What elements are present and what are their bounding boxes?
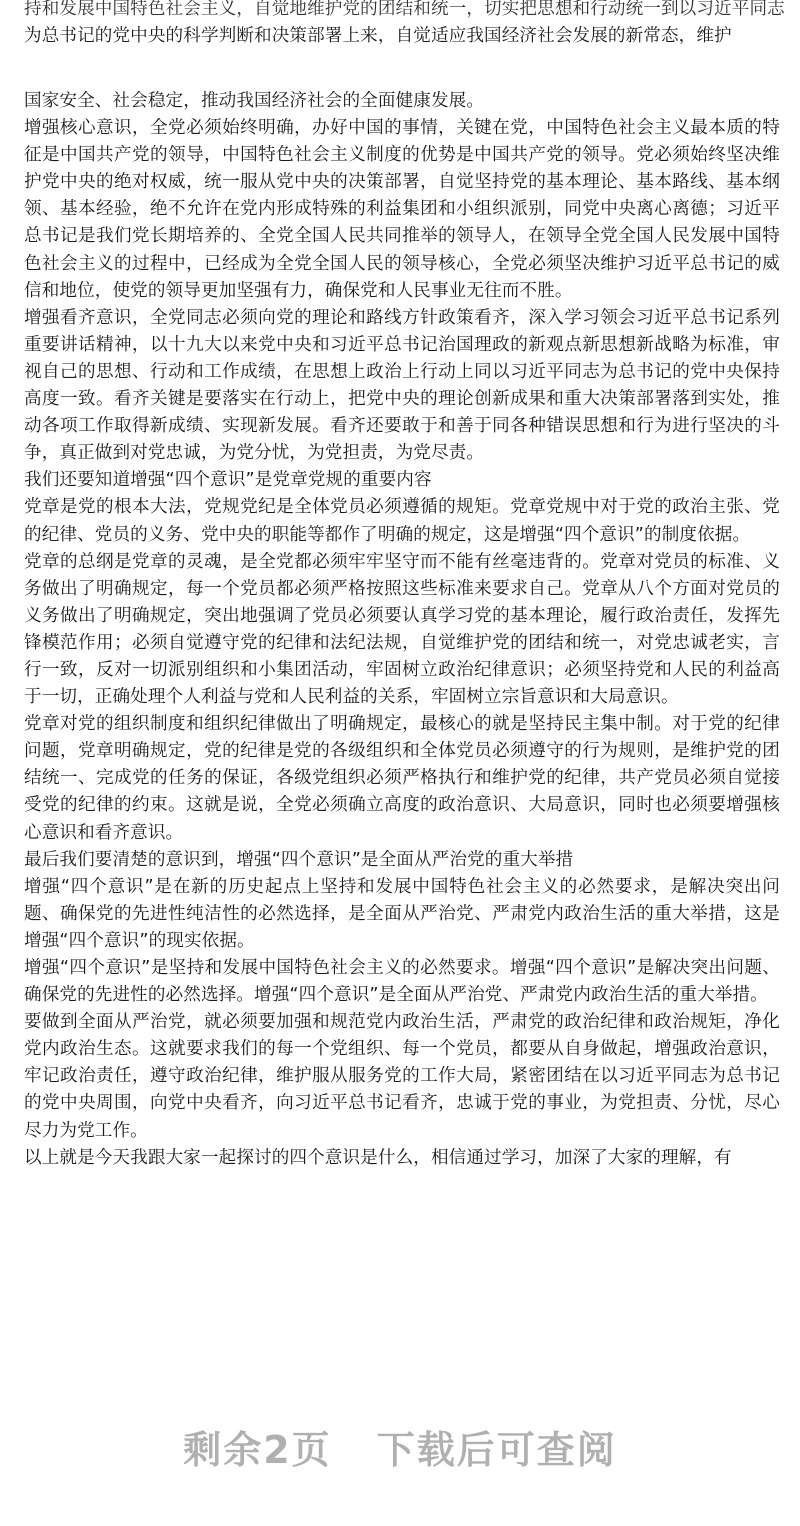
paragraph-12: 以上就是今天我跟大家一起探讨的四个意识是什么，相信通过学习，加深了大家的理解，有 bbox=[24, 1147, 732, 1168]
top-full-line: 为总书记的党中央的科学判断和决策部署上来，自觉适应我国经济社会发展的新常态，维护 bbox=[24, 26, 732, 44]
paragraph-5: 党章是党的根本大法，党规党纪是全体党员必须遵循的规矩。党章党规中对于党的政治主张、党的纪律、党员的义务、党中央的职能等都作了明确的规定，这是增强“四个意识”的制度依据。 bbox=[24, 497, 780, 545]
paragraph-11: 要做到全面从严治党，就必须要加强和规范党内政治生活，严肃党的政治纪律和政治规矩，净化党内政治生态。这就要求我们的每一个党组织、每一个党员，都要从自身做起，增强政治意识，牢记政治责任，遵守政治纪律，维护服从服务党的工作大局，紧密团结在以习近平同志为总书记的党中央周围，向党中央看齐，向习近平总书记看齐，忠诚于党的事业，为党担责、分忧，尽心尽力为党工作。 bbox=[24, 1012, 780, 1141]
download-prompt[interactable] bbox=[0, 1420, 800, 1480]
paragraph-1: 国家安全、社会稳定，推动我国经济社会的全面健康发展。 bbox=[24, 91, 485, 111]
paragraph-6: 党章的总纲是党章的灵魂，是全党都必须牢牢坚守而不能有丝毫违背的。党章对党员的标准、义务做出了明确规定，每一个党员都必须严格按照这些标准来要求自己。党章从八个方面对党员的义务做出了明确规定，突出地强调了党员必须要认真学习党的基本理论，履行政治责任，发挥先锋模范作用；必须自觉遵守党的纪律和法纪法规，自觉维护党的团结和统一，对党忠诚老实，言行一致，反对一切派别组织和小集团活动，牢固树立政治纪律意识；必须坚持党和人民的利益高于一切，正确处理个人利益与党和人民利益的关系，牢固树立宗旨意识和大局意识。 bbox=[24, 551, 780, 708]
paragraph-2: 增强核心意识，全党必须始终明确，办好中国的事情，关键在党，中国特色社会主义最本质的特征是中国共产党的领导，中国特色社会主义制度的优势是中国共产党的领导。党必须始终坚决维护党中央的绝对权威，统一服从党中央的决策部署，自觉坚持党的基本理论、基本路线、基本纲领、基本经验，绝不允许在党内形成特殊的利益集团和小组织派别，同党中央离心离德；习近平总书记是我们党长期培养的、全党全国人民共同推举的领导人，在领导全党全国人民发展中国特色社会主义的过程中，已经成为全党全国人民的领导核心，全党必须坚决维护习近平总书记的威信和地位，使党的领导更加坚强有力，确保党和人民事业无往而不胜。 bbox=[24, 118, 780, 301]
download-to-view-button[interactable]: 下载后可查阅 bbox=[376, 1428, 617, 1472]
document-body bbox=[24, 88, 780, 1172]
remaining-pages-label[interactable]: 剩余2页 bbox=[183, 1428, 332, 1472]
paragraph-9: 增强“四个意识”是在新的历史起点上坚持和发展中国特色社会主义的必然要求，是解决突出问题、确保党的先进性纯洁性的必然选择，是全面从严治党、严肃党内政治生活的重大举措，这是增强“四个意识”的现实依据。 bbox=[24, 876, 780, 951]
section-heading-party-rules: 我们还要知道增强“四个意识”是党章党规的重要内容 bbox=[24, 470, 432, 491]
paragraph-3: 增强看齐意识，全党同志必须向党的理论和路线方针政策看齐，深入学习领会习近平总书记系列重要讲话精神，以十九大以来党中央和习近平总书记治国理政的新观点新思想新战略为标准，审视自己的思想、行动和工作成绩，在思想上政治上行动上同以习近平同志为总书记的党中央保持高度一致。看齐关键是要落实在行动上，把党中央的理论创新成果和重大决策部署落到实处，推动各项工作取得新成绩、实现新发展。看齐还要敢于和善于同各种错误思想和行为进行坚决的斗争，真正做到对党忠诚，为党分忧，为党担责，为党尽责。 bbox=[24, 307, 780, 464]
paragraph-10: 增强“四个意识”是坚持和发展中国特色社会主义的必然要求。增强“四个意识”是解决突出问题、确保党的先进性的必然选择。增强“四个意识”是全面从严治党、严肃党内政治生活的重大举措。 bbox=[24, 958, 780, 1006]
paragraph-7: 党章对党的组织制度和组织纪律做出了明确规定，最核心的就是坚持民主集中制。对于党的纪律问题，党章明确规定，党的纪律是党的各级组织和全体党员必须遵守的行为规则，是维护党的团结统一、完成党的任务的保证，各级党组织必须严格执行和维护党的纪律，共产党员必须自觉接受党的纪律的约束。这就是说，全党必须确立高度的政治意识、大局意识，同时也必须要增强核心意识和看齐意识。 bbox=[24, 714, 780, 843]
section-heading-strict-governance: 最后我们要清楚的意识到，增强“四个意识”是全面从严治党的重大举措 bbox=[24, 849, 574, 870]
top-text-fragment bbox=[0, 0, 800, 44]
top-cut-line: 持和发展中国特色社会主义，自觉地维护党的团结和统一，切实把思想和行动统一到以习近平同志 bbox=[24, 0, 785, 19]
